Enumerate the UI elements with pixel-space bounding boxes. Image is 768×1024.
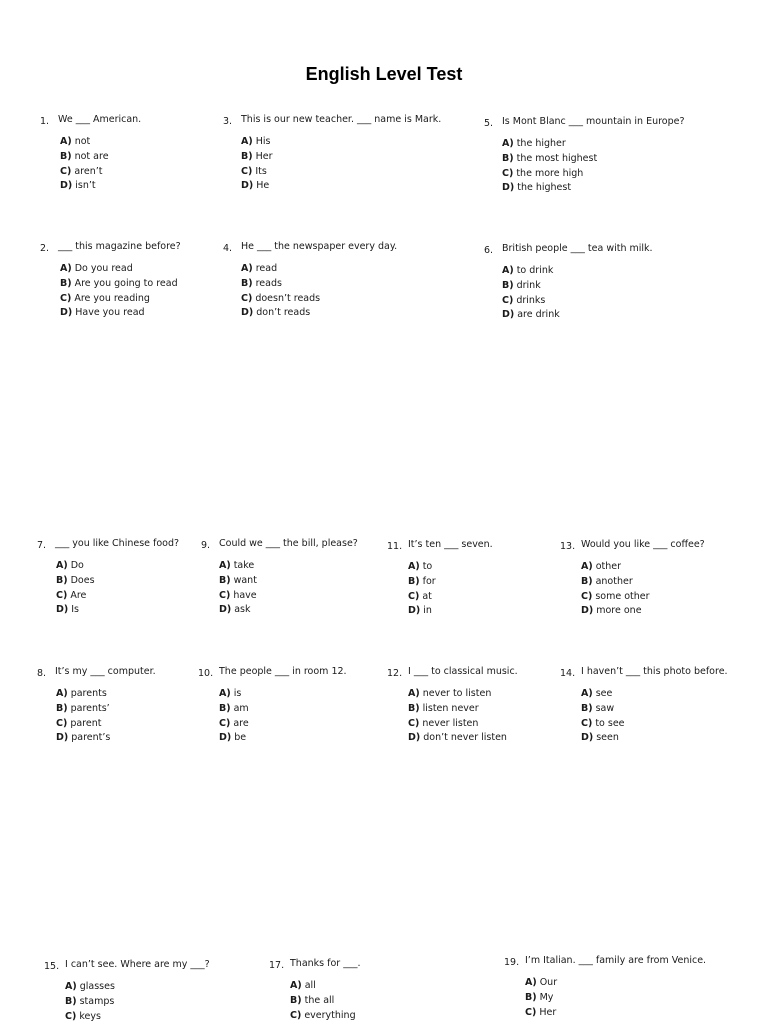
option-c: C) keys xyxy=(65,1010,101,1022)
question-prompt: It’s ten ___ seven. xyxy=(408,539,493,550)
option-d: D) be xyxy=(219,732,247,744)
question-prompt: It’s my ___ computer. xyxy=(55,666,156,677)
question-prompt: He ___ the newspaper every day. xyxy=(241,241,398,252)
option-a: A) take xyxy=(219,560,255,571)
option-a: A) Do xyxy=(56,560,84,571)
question-11 xyxy=(387,539,493,619)
question-2 xyxy=(40,241,181,321)
question-14 xyxy=(560,666,728,746)
option-c: C) everything xyxy=(290,1009,356,1021)
option-b: B) for xyxy=(408,575,436,587)
option-c: C) doesn’t reads xyxy=(241,292,321,304)
option-b: B) the all xyxy=(290,994,335,1006)
option-a: A) Our xyxy=(525,977,558,988)
option-a: A) to xyxy=(408,561,433,572)
option-c: C) never listen xyxy=(408,717,479,729)
question-9 xyxy=(201,538,358,618)
option-b: B) saw xyxy=(581,702,615,714)
option-b: B) not are xyxy=(60,150,109,162)
option-c: C) Its xyxy=(241,165,267,177)
question-number: 17. xyxy=(269,960,285,971)
question-number: 13. xyxy=(560,541,576,552)
option-b: B) stamps xyxy=(65,995,115,1007)
question-number: 15. xyxy=(44,961,60,972)
question-6 xyxy=(484,243,653,323)
option-c: C) at xyxy=(408,590,432,602)
option-a: A) glasses xyxy=(65,981,115,992)
option-c: C) aren’t xyxy=(60,165,103,177)
question-15 xyxy=(44,959,210,1024)
question-number: 19. xyxy=(504,957,520,968)
option-c: C) to see xyxy=(581,717,625,729)
question-prompt: The people ___ in room 12. xyxy=(219,666,347,677)
option-b: B) Does xyxy=(56,574,95,586)
option-b: B) want xyxy=(219,574,257,586)
option-d: D) He xyxy=(241,180,270,192)
question-number: 4. xyxy=(223,243,233,254)
option-b: B) Her xyxy=(241,150,273,162)
option-d: D) the highest xyxy=(502,182,572,194)
question-5 xyxy=(484,116,685,196)
option-d: D) don’t reads xyxy=(241,307,311,319)
question-number: 11. xyxy=(387,541,403,552)
option-a: A) His xyxy=(241,136,271,147)
question-prompt: I can’t see. Where are my ___? xyxy=(65,959,210,970)
option-d: D) ask xyxy=(219,604,251,616)
question-prompt: I ___ to classical music. xyxy=(408,666,518,677)
question-prompt: I haven’t ___ this photo before. xyxy=(581,666,728,677)
question-prompt: Is Mont Blanc ___ mountain in Europe? xyxy=(502,116,685,127)
option-a: A) see xyxy=(581,688,613,699)
option-d: D) more one xyxy=(581,605,642,617)
question-prompt: This is our new teacher. ___ name is Mark. xyxy=(241,114,442,125)
option-d: D) Have you read xyxy=(60,307,145,319)
option-a: A) Do you read xyxy=(60,263,133,274)
option-a: A) never to listen xyxy=(408,688,492,699)
question-number: 10. xyxy=(198,668,214,679)
question-7 xyxy=(37,538,180,618)
question-19 xyxy=(504,955,707,1020)
question-prompt: ___ this magazine before? xyxy=(58,241,181,252)
option-c: C) are xyxy=(219,717,249,729)
option-b: B) the most highest xyxy=(502,152,598,164)
question-prompt: Would you like ___ coffee? xyxy=(581,539,705,550)
option-a: A) the higher xyxy=(502,138,566,149)
question-12 xyxy=(387,666,518,746)
page-title: English Level Test xyxy=(305,64,463,84)
option-c: C) some other xyxy=(581,590,650,602)
question-4 xyxy=(223,241,398,321)
question-number: 1. xyxy=(40,116,50,127)
option-a: A) read xyxy=(241,263,278,274)
question-number: 8. xyxy=(37,668,47,679)
question-number: 5. xyxy=(484,118,494,129)
question-prompt: We ___ American. xyxy=(58,114,142,125)
option-a: A) to drink xyxy=(502,265,554,276)
option-d: D) are drink xyxy=(502,309,560,321)
option-b: B) My xyxy=(525,991,554,1003)
question-prompt: Thanks for ___. xyxy=(290,958,361,969)
option-a: A) parents xyxy=(56,688,107,699)
question-number: 6. xyxy=(484,245,494,256)
question-number: 3. xyxy=(223,116,233,127)
option-b: B) am xyxy=(219,702,249,714)
question-17 xyxy=(269,958,361,1023)
question-8 xyxy=(37,666,156,746)
question-number: 12. xyxy=(387,668,403,679)
question-number: 14. xyxy=(560,668,576,679)
option-d: D) isn’t xyxy=(60,180,96,192)
question-prompt: British people ___ tea with milk. xyxy=(502,243,653,254)
option-d: D) seen xyxy=(581,732,619,744)
option-a: A) other xyxy=(581,561,622,572)
question-number: 7. xyxy=(37,540,47,551)
option-b: B) parents’ xyxy=(56,702,110,714)
question-prompt: ___ you like Chinese food? xyxy=(55,538,180,549)
question-13 xyxy=(560,539,705,619)
option-c: C) Are you reading xyxy=(60,292,150,304)
option-b: B) Are you going to read xyxy=(60,277,178,289)
option-a: A) all xyxy=(290,980,316,991)
question-1 xyxy=(40,114,142,194)
question-number: 9. xyxy=(201,540,211,551)
option-b: B) listen never xyxy=(408,702,479,714)
option-d: D) parent’s xyxy=(56,732,111,744)
question-3 xyxy=(223,114,442,194)
option-d: D) Is xyxy=(56,604,79,616)
question-number: 2. xyxy=(40,243,50,254)
option-b: B) reads xyxy=(241,277,282,289)
option-c: C) the more high xyxy=(502,167,584,179)
option-c: C) Are xyxy=(56,589,87,601)
option-d: D) in xyxy=(408,605,432,617)
option-c: C) Her xyxy=(525,1006,557,1018)
option-c: C) drinks xyxy=(502,294,546,306)
option-c: C) have xyxy=(219,589,257,601)
question-prompt: I’m Italian. ___ family are from Venice. xyxy=(525,955,707,966)
option-b: B) drink xyxy=(502,279,541,291)
option-c: C) parent xyxy=(56,717,102,729)
option-b: B) another xyxy=(581,575,633,587)
option-a: A) is xyxy=(219,688,242,699)
question-prompt: Could we ___ the bill, please? xyxy=(219,538,358,549)
option-d: D) don’t never listen xyxy=(408,732,507,744)
option-a: A) not xyxy=(60,136,91,147)
question-10 xyxy=(198,666,347,746)
